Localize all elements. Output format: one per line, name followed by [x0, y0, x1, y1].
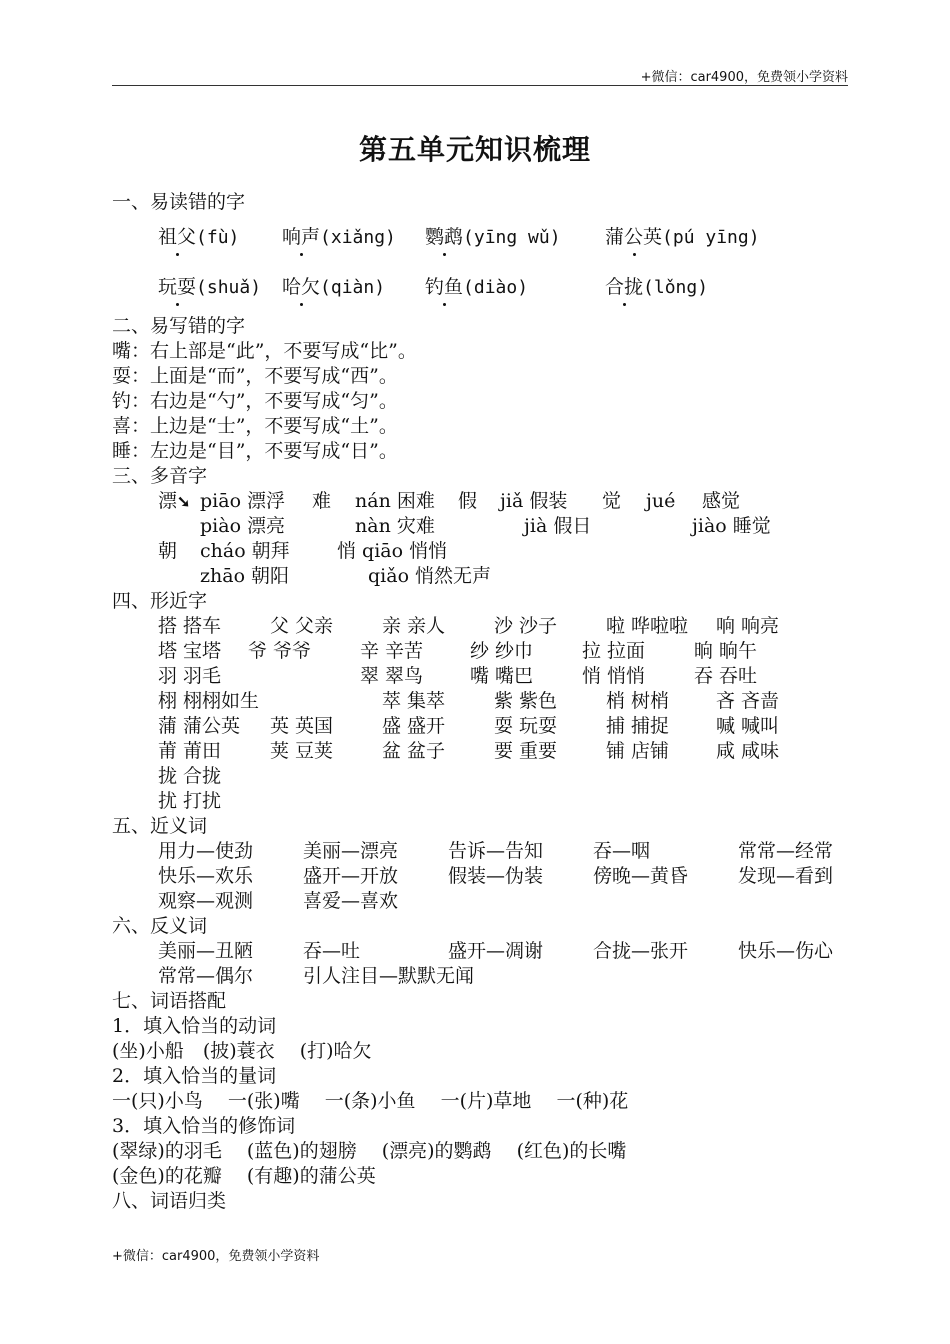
similar-char: 要 重要 — [494, 740, 558, 762]
similar-char: 莆 莆田 — [158, 740, 222, 762]
similar-char: 啦 哗啦啦 — [606, 615, 689, 637]
similar-char: 萃 集萃 — [382, 690, 446, 712]
synonym-pair: 发现—看到 — [738, 865, 834, 887]
antonym-pair: 引人注目—默默无闻 — [303, 965, 475, 987]
antonym-pair: 盛开—凋谢 — [448, 940, 544, 962]
section-4-heading: 四、形近字 — [112, 590, 208, 612]
synonym-pair: 美丽—漂亮 — [303, 840, 399, 862]
collocation-line: 一(只)小鸟 一(张)嘴 一(条)小鱼 一(片)草地 一(种)花 — [112, 1090, 629, 1112]
section-2-heading: 二、易写错的字 — [112, 315, 246, 337]
similar-char: 紫 紫色 — [494, 690, 558, 712]
subheading: 3．填入恰当的修饰词 — [112, 1115, 296, 1137]
polyphone-item: jià 假日 — [524, 515, 592, 537]
polyphone-item: cháo 朝拜 — [200, 540, 290, 562]
similar-char: 喊 喊叫 — [716, 715, 780, 737]
similar-char: 耍 玩耍 — [494, 715, 558, 737]
word-item: 鹦鹉(yīng wǔ) — [425, 226, 561, 248]
subheading: 1．填入恰当的动词 — [112, 1015, 277, 1037]
polyphone-item: qiǎo 悄然无声 — [368, 565, 492, 587]
section-7-heading: 七、词语搭配 — [112, 990, 227, 1012]
synonym-pair: 告诉—告知 — [448, 840, 544, 862]
similar-char: 扰 打扰 — [158, 790, 222, 812]
header-note: +微信：car4900，免费领小学资料 — [640, 70, 848, 85]
similar-char: 晌 晌午 — [694, 640, 758, 662]
polyphone-item: jiǎ 假装 — [500, 490, 568, 512]
synonym-pair: 盛开—开放 — [303, 865, 399, 887]
antonym-pair: 美丽—丑陋 — [158, 940, 254, 962]
rule-line: 喜：上边是“士”，不要写成“土”。 — [112, 415, 398, 437]
rule-line: 耍：上面是“而”，不要写成“西”。 — [112, 365, 398, 387]
similar-char: 纱 纱巾 — [470, 640, 534, 662]
similar-char: 嘴 嘴巴 — [470, 665, 534, 687]
similar-char: 响 响亮 — [716, 615, 780, 637]
word-item: 玩耍(shuǎ) — [158, 276, 262, 298]
similar-char: 搭 搭车 — [158, 615, 222, 637]
similar-char: 栩 栩栩如生 — [158, 690, 260, 712]
polyphone-item: nàn 灾难 — [355, 515, 435, 537]
polyphone-item: piào 漂亮 — [200, 515, 286, 537]
antonym-pair: 快乐—伤心 — [738, 940, 834, 962]
similar-char: 捕 捕捉 — [606, 715, 670, 737]
synonym-pair: 假装—伪装 — [448, 865, 544, 887]
similar-char: 辛 辛苦 — [360, 640, 424, 662]
similar-char: 亲 亲人 — [382, 615, 446, 637]
similar-char: 吝 吝啬 — [716, 690, 780, 712]
synonym-pair: 吞—咽 — [593, 840, 651, 862]
similar-char: 父 父亲 — [270, 615, 334, 637]
word-item: 响声(xiǎng) — [282, 226, 396, 248]
similar-char: 塔 宝塔 — [158, 640, 222, 662]
word-item: 蒲公英(pú yīng) — [605, 226, 760, 248]
rule-line: 嘴：右上部是“此”，不要写成“比”。 — [112, 340, 417, 362]
antonym-pair: 常常—偶尔 — [158, 965, 254, 987]
collocation-line: (金色)的花瓣 (有趣)的蒲公英 — [112, 1165, 376, 1187]
word-item: 合拢(lǒng) — [605, 276, 709, 298]
rule-line: 睡：左边是“目”，不要写成“日”。 — [112, 440, 398, 462]
section-6-heading: 六、反义词 — [112, 915, 208, 937]
similar-char: 蒲 蒲公英 — [158, 715, 241, 737]
polyphone-item: 感觉 — [702, 490, 741, 512]
synonym-pair: 用力—使劲 — [158, 840, 254, 862]
synonym-pair: 观察—观测 — [158, 890, 254, 912]
word-item: 钓鱼(diào) — [425, 276, 529, 298]
section-1-heading: 一、易读错的字 — [112, 191, 246, 213]
similar-char: 盆 盆子 — [382, 740, 446, 762]
footer-note: +微信：car4900，免费领小学资料 — [112, 1249, 320, 1264]
similar-char: 盛 盛开 — [382, 715, 446, 737]
polyphone-char: 难 — [312, 490, 332, 512]
similar-char: 羽 羽毛 — [158, 665, 222, 687]
section-5-heading: 五、近义词 — [112, 815, 208, 837]
similar-char: 英 英国 — [270, 715, 334, 737]
subheading: 2．填入恰当的量词 — [112, 1065, 277, 1087]
similar-char: 沙 沙子 — [494, 615, 558, 637]
similar-char: 咸 咸味 — [716, 740, 780, 762]
word-item: 祖父(fù) — [158, 226, 240, 248]
polyphone-item: 悄 qiāo 悄悄 — [337, 540, 448, 562]
polyphone-char: 假 — [458, 490, 478, 512]
similar-char: 翠 翠鸟 — [360, 665, 424, 687]
antonym-pair: 吞—吐 — [303, 940, 361, 962]
synonym-pair: 喜爱—喜欢 — [303, 890, 399, 912]
synonym-pair: 傍晚—黄昏 — [593, 865, 689, 887]
similar-char: 拉 拉面 — [582, 640, 646, 662]
arrow-icon: ➘ — [177, 492, 191, 511]
similar-char: 爷 爷爷 — [248, 640, 312, 662]
header-divider — [112, 85, 848, 86]
similar-char: 悄 悄悄 — [582, 665, 646, 687]
polyphone-item: nán 困难 — [355, 490, 435, 512]
page-title: 第五单元知识梳理 — [358, 133, 591, 166]
polyphone-char: 觉 — [602, 490, 622, 512]
similar-char: 梢 树梢 — [606, 690, 670, 712]
polyphone-item: piāo 漂浮 — [200, 490, 286, 512]
polyphone-item: zhāo 朝阳 — [200, 565, 290, 587]
section-8-heading: 八、词语归类 — [112, 1190, 227, 1212]
synonym-pair: 常常—经常 — [738, 840, 834, 862]
section-3-heading: 三、多音字 — [112, 465, 208, 487]
polyphone-char: 朝 — [158, 540, 178, 562]
similar-char: 吞 吞吐 — [694, 665, 758, 687]
polyphone-char: 漂➘ — [158, 490, 191, 512]
similar-char: 铺 店铺 — [606, 740, 670, 762]
similar-char: 荚 豆荚 — [270, 740, 334, 762]
similar-char: 拢 合拢 — [158, 765, 222, 787]
collocation-line: (坐)小船 (披)蓑衣 (打)哈欠 — [112, 1040, 372, 1062]
polyphone-item: jiào 睡觉 — [692, 515, 771, 537]
antonym-pair: 合拢—张开 — [593, 940, 689, 962]
word-item: 哈欠(qiàn) — [282, 276, 386, 298]
collocation-line: (翠绿)的羽毛 (蓝色)的翅膀 (漂亮)的鹦鹉 (红色)的长嘴 — [112, 1140, 627, 1162]
synonym-pair: 快乐—欢乐 — [158, 865, 254, 887]
rule-line: 钓：右边是“勺”，不要写成“匀”。 — [112, 390, 398, 412]
polyphone-item: jué — [646, 490, 676, 512]
